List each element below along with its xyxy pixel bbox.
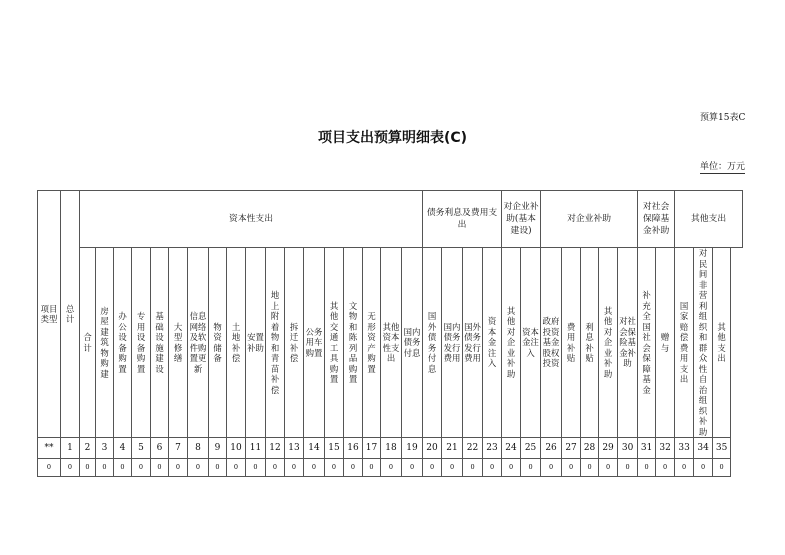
column-header: 专用设备购置	[132, 248, 151, 438]
table-cell: 0	[61, 459, 80, 477]
column-number: 31	[638, 438, 656, 459]
column-number: 16	[344, 438, 363, 459]
column-number: 17	[363, 438, 381, 459]
table-cell: 0	[80, 459, 96, 477]
column-header: 资本金注入	[521, 248, 541, 438]
column-header: 土地补偿	[227, 248, 246, 438]
column-number: 35	[713, 438, 731, 459]
table-cell: 0	[209, 459, 227, 477]
column-header: 对民间非营利组织和群众性自治组织补助	[694, 248, 713, 438]
header-row-columns	[38, 248, 743, 438]
table-cell: 0	[38, 459, 61, 477]
column-number: 30	[618, 438, 638, 459]
column-number-row	[38, 438, 743, 459]
table-cell: 0	[246, 459, 266, 477]
column-number: 10	[227, 438, 246, 459]
column-number: 15	[325, 438, 344, 459]
column-header: 办公设备购置	[114, 248, 132, 438]
table-cell: 0	[713, 459, 731, 477]
table-cell: 0	[541, 459, 562, 477]
table-cell: 0	[694, 459, 713, 477]
column-header: 资本金注入	[483, 248, 502, 438]
table-cell: 0	[227, 459, 246, 477]
column-number: 20	[423, 438, 442, 459]
column-header: 对社会保险基金补助	[618, 248, 638, 438]
total-header: 总计	[61, 191, 80, 438]
table-cell: 0	[521, 459, 541, 477]
table-cell: 0	[562, 459, 581, 477]
column-header: 房屋建筑物购建	[96, 248, 114, 438]
column-number: 22	[463, 438, 483, 459]
group-header: 资本性支出	[80, 191, 423, 248]
column-header: 国外债务发行费用	[463, 248, 483, 438]
page-title: 项目支出预算明细表(C)	[317, 130, 468, 146]
column-header: 其他资本性支出	[381, 248, 402, 438]
table-cell: 0	[599, 459, 618, 477]
column-header: 国内债务发行费用	[442, 248, 463, 438]
table-cell: 0	[285, 459, 304, 477]
column-number: 9	[209, 438, 227, 459]
column-number: 25	[521, 438, 541, 459]
column-header: 其他对企业补助	[502, 248, 521, 438]
column-header: 补充全国社会保障基金	[638, 248, 656, 438]
table-cell: 0	[442, 459, 463, 477]
column-number: 12	[266, 438, 285, 459]
column-number: 3	[96, 438, 114, 459]
column-header: 国内债务付息	[402, 248, 423, 438]
column-header: 无形资产购置	[363, 248, 381, 438]
group-header: 对企业补助	[541, 191, 638, 248]
table-cell: 0	[402, 459, 423, 477]
column-number: 13	[285, 438, 304, 459]
column-header: 拆迁补偿	[285, 248, 304, 438]
column-number: 4	[114, 438, 132, 459]
table-cell: 0	[169, 459, 188, 477]
column-number: 34	[694, 438, 713, 459]
column-header: 赠与	[656, 248, 675, 438]
column-header: 物资储备	[209, 248, 227, 438]
column-number: 8	[188, 438, 209, 459]
column-number: 27	[562, 438, 581, 459]
column-number: 21	[442, 438, 463, 459]
table-cell: 0	[132, 459, 151, 477]
column-number: 1	[61, 438, 80, 459]
number-row-label: **	[38, 438, 61, 459]
table-cell: 0	[618, 459, 638, 477]
column-number: 33	[675, 438, 694, 459]
table-row	[38, 459, 743, 477]
table-cell: 0	[502, 459, 521, 477]
column-number: 11	[246, 438, 266, 459]
header-row-groups	[38, 191, 743, 248]
table-cell: 0	[151, 459, 169, 477]
column-header: 安置补助	[246, 248, 266, 438]
table-cell: 0	[581, 459, 599, 477]
column-header: 国家赔偿费用支出	[675, 248, 694, 438]
column-number: 23	[483, 438, 502, 459]
column-header: 费用补贴	[562, 248, 581, 438]
table-cell: 0	[188, 459, 209, 477]
table-cell: 0	[363, 459, 381, 477]
group-header: 对社会保障基金补助	[638, 191, 675, 248]
table-cell: 0	[344, 459, 363, 477]
project-type-header: 项目类型	[38, 191, 61, 438]
group-header: 债务利息及费用支出	[423, 191, 502, 248]
column-number: 5	[132, 438, 151, 459]
table-cell: 0	[483, 459, 502, 477]
table-cell: 0	[638, 459, 656, 477]
column-header: 其他对企业补助	[599, 248, 618, 438]
column-header: 文物和陈列品购置	[344, 248, 363, 438]
group-header: 对企业补助(基本建设)	[502, 191, 541, 248]
table-cell: 0	[266, 459, 285, 477]
column-header: 公务用车购置	[304, 248, 325, 438]
table-cell: 0	[656, 459, 675, 477]
column-header: 政府投资基金股权投资	[541, 248, 562, 438]
column-number: 6	[151, 438, 169, 459]
column-header: 利息补贴	[581, 248, 599, 438]
column-number: 26	[541, 438, 562, 459]
column-header: 国外债务付息	[423, 248, 442, 438]
column-number: 18	[381, 438, 402, 459]
column-header: 大型修缮	[169, 248, 188, 438]
column-header: 合计	[80, 248, 96, 438]
table-cell: 0	[381, 459, 402, 477]
column-number: 19	[402, 438, 423, 459]
table-number-label: 预算15表C	[700, 113, 746, 123]
table-cell: 0	[325, 459, 344, 477]
column-number: 28	[581, 438, 599, 459]
column-number: 32	[656, 438, 675, 459]
column-header: 地上附着物和青苗补偿	[266, 248, 285, 438]
table-cell: 0	[463, 459, 483, 477]
table-cell: 0	[423, 459, 442, 477]
group-header: 其他支出	[675, 191, 743, 248]
table-cell: 0	[675, 459, 694, 477]
column-number: 14	[304, 438, 325, 459]
column-number: 24	[502, 438, 521, 459]
column-header: 信息网络及软件购置更新	[188, 248, 209, 438]
unit-label: 单位：万元	[700, 159, 745, 174]
column-header: 其他交通工具购置	[325, 248, 344, 438]
column-number: 29	[599, 438, 618, 459]
table-cell: 0	[304, 459, 325, 477]
table-cell: 0	[96, 459, 114, 477]
budget-table	[37, 190, 743, 477]
column-header: 其他支出	[713, 248, 731, 438]
column-header: 基础设施建设	[151, 248, 169, 438]
column-number: 7	[169, 438, 188, 459]
table-cell: 0	[114, 459, 132, 477]
column-number: 2	[80, 438, 96, 459]
